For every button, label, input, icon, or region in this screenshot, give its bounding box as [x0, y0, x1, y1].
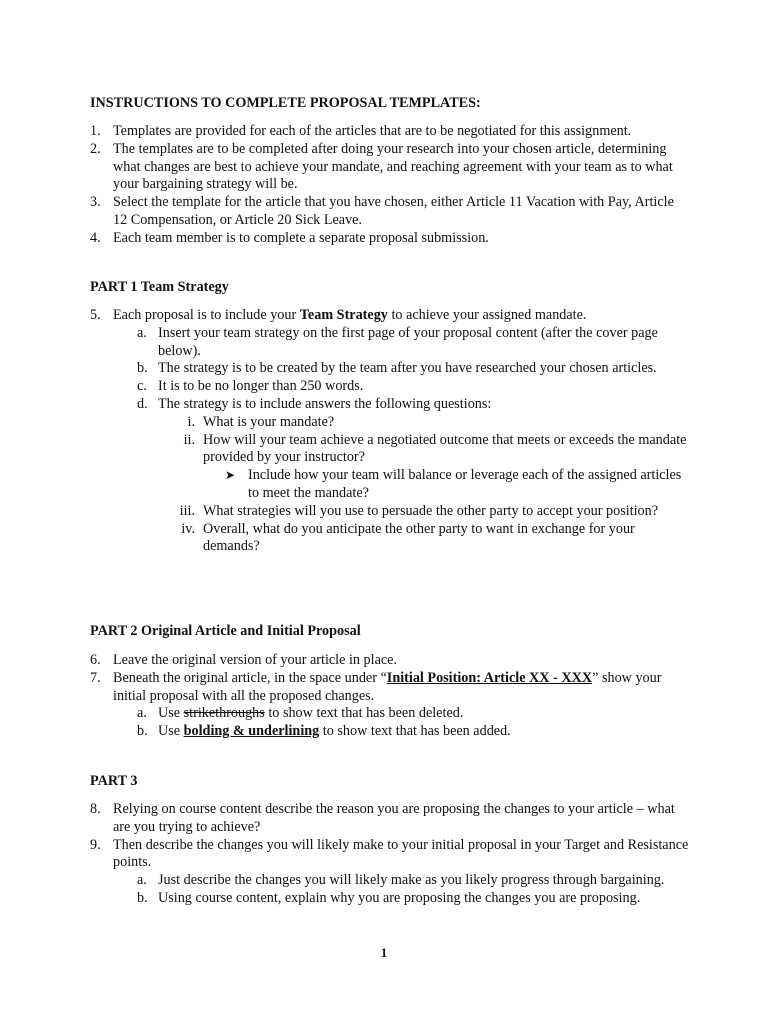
- bold-underlined-text: Initial Position: Article XX - XXX: [386, 669, 593, 686]
- sub-text: [158, 723, 690, 741]
- sub-item: [137, 723, 690, 741]
- text-run: to show text that has been added.: [319, 723, 511, 740]
- roman-item: [158, 432, 690, 468]
- list-text: [113, 307, 690, 325]
- roman-number: [158, 521, 203, 539]
- sub-item: [137, 872, 690, 890]
- list-text: [113, 670, 690, 706]
- sub-item: [137, 396, 690, 414]
- strikethrough-text: strikethroughs: [183, 705, 265, 722]
- text-run: Use: [158, 723, 184, 740]
- list-number: 1.: [90, 123, 101, 139]
- roman-number: [158, 414, 203, 432]
- part3-heading: PART 3: [90, 773, 138, 789]
- roman-text: How will your team achieve a negotiated outcome that meets or exceeds the mandate provided by your instructor?: [203, 431, 687, 466]
- bold-text: Team Strategy: [299, 307, 388, 323]
- sub-text: Just describe the changes you will likely make as you likely progress through bargaining.: [158, 872, 665, 889]
- list-item: [90, 230, 690, 248]
- roman-item: [158, 503, 690, 521]
- text-run: ” show your initial proposal with all the proposed changes.: [113, 669, 662, 704]
- roman-item: [158, 521, 690, 557]
- bullet-item: [225, 467, 690, 503]
- list-text: The templates are to be completed after doing your research into your chosen article, determining what changes are best to achieve your mandate, and reaching agreement with your team as to what your bargaining strategy will be.: [113, 140, 673, 193]
- part1-heading: PART 1 Team Strategy: [90, 279, 229, 295]
- sub-item: [137, 890, 690, 908]
- document-title: INSTRUCTIONS TO COMPLETE PROPOSAL TEMPLATES:: [90, 95, 481, 111]
- text-run: to achieve your assigned mandate.: [387, 307, 587, 323]
- list-number: 3.: [90, 194, 101, 211]
- list-text: Then describe the changes you will likely make to your initial proposal in your Target and Resistance points.: [113, 836, 689, 871]
- sub-text: The strategy is to include answers the following questions:: [158, 395, 492, 412]
- roman-number-text: iii.: [179, 502, 195, 519]
- list-item: [90, 801, 690, 837]
- list-number: 8.: [90, 801, 101, 817]
- list-text: Leave the original version of your article in place.: [113, 652, 398, 668]
- list-number: 4.: [90, 229, 101, 246]
- sub-number: a.: [137, 324, 147, 341]
- sub-item: [137, 378, 690, 396]
- list-number: 5.: [90, 307, 101, 323]
- text-run: Use: [158, 705, 184, 722]
- text-run: to show text that has been deleted.: [264, 705, 464, 722]
- sub-item: [137, 325, 690, 361]
- list-item: [90, 307, 690, 325]
- list-text: Select the template for the article that you have chosen, either Article 11 Vacation with Pay, Article 12 Compensation, or Article 20 Sick Leave.: [113, 194, 674, 228]
- sub-number: b.: [137, 889, 148, 906]
- roman-text: What strategies will you use to persuade the other party to accept your position?: [203, 502, 659, 519]
- intro-list: [90, 123, 690, 248]
- text-run: Each proposal is to include your: [113, 307, 300, 323]
- list-item: [90, 837, 690, 873]
- roman-text: What is your mandate?: [203, 413, 335, 430]
- sub-text: The strategy is to be created by the team after you have researched your chosen articles.: [158, 360, 657, 377]
- roman-text: Overall, what do you anticipate the other party to want in exchange for your demands?: [203, 520, 635, 555]
- part1-section: [90, 279, 690, 297]
- arrow-bullet-icon: ➤: [225, 468, 236, 483]
- roman-number: [158, 432, 203, 450]
- sub-number: a.: [137, 872, 147, 889]
- bullet-text: Include how your team will balance or leverage each of the assigned articles to meet the mandate?: [248, 467, 682, 501]
- list-text: Relying on course content describe the reason you are proposing the changes to your article – what are you trying to achieve?: [113, 801, 675, 835]
- sub-number: b.: [137, 723, 148, 740]
- part2-list: [90, 652, 690, 741]
- list-item: [90, 652, 690, 670]
- roman-number-text: ii.: [183, 431, 195, 448]
- sub-text: Using course content, explain why you are proposing the changes you are proposing.: [158, 889, 641, 906]
- roman-number-text: i.: [187, 413, 195, 430]
- bold-underlined-text: bolding & underlining: [183, 723, 320, 740]
- sub-text: Insert your team strategy on the first page of your proposal content (after the cover page below).: [158, 324, 658, 359]
- sub-number: a.: [137, 705, 147, 722]
- list-item: [90, 141, 690, 194]
- instructions-section: [90, 95, 690, 113]
- list-item: [90, 123, 690, 141]
- roman-item: [158, 414, 690, 432]
- sub-text: [158, 705, 690, 723]
- list-number: 2.: [90, 140, 101, 157]
- list-text: Each team member is to complete a separate proposal submission.: [113, 229, 489, 246]
- sub-item: [137, 705, 690, 723]
- sub-item: [137, 360, 690, 378]
- sub-number: c.: [137, 378, 147, 395]
- list-text: Templates are provided for each of the articles that are to be negotiated for this assignment.: [113, 123, 632, 139]
- list-number: 6.: [90, 652, 101, 668]
- roman-number-text: iv.: [181, 520, 195, 537]
- roman-number: [158, 503, 203, 521]
- list-number: 7.: [90, 669, 101, 686]
- part1-list: [90, 307, 690, 556]
- part3-list: [90, 801, 690, 908]
- list-item: [90, 194, 690, 230]
- list-number: 9.: [90, 836, 101, 853]
- list-item: [90, 670, 690, 706]
- part2-section: [90, 623, 690, 641]
- sub-number: b.: [137, 360, 148, 377]
- sub-number: d.: [137, 395, 148, 412]
- page-number: 1: [380, 945, 388, 960]
- part2-heading: PART 2 Original Article and Initial Proposal: [90, 623, 361, 639]
- sub-text: It is to be no longer than 250 words.: [158, 378, 364, 395]
- text-run: Beneath the original article, in the space under “: [113, 669, 387, 686]
- part3-section: [90, 773, 690, 791]
